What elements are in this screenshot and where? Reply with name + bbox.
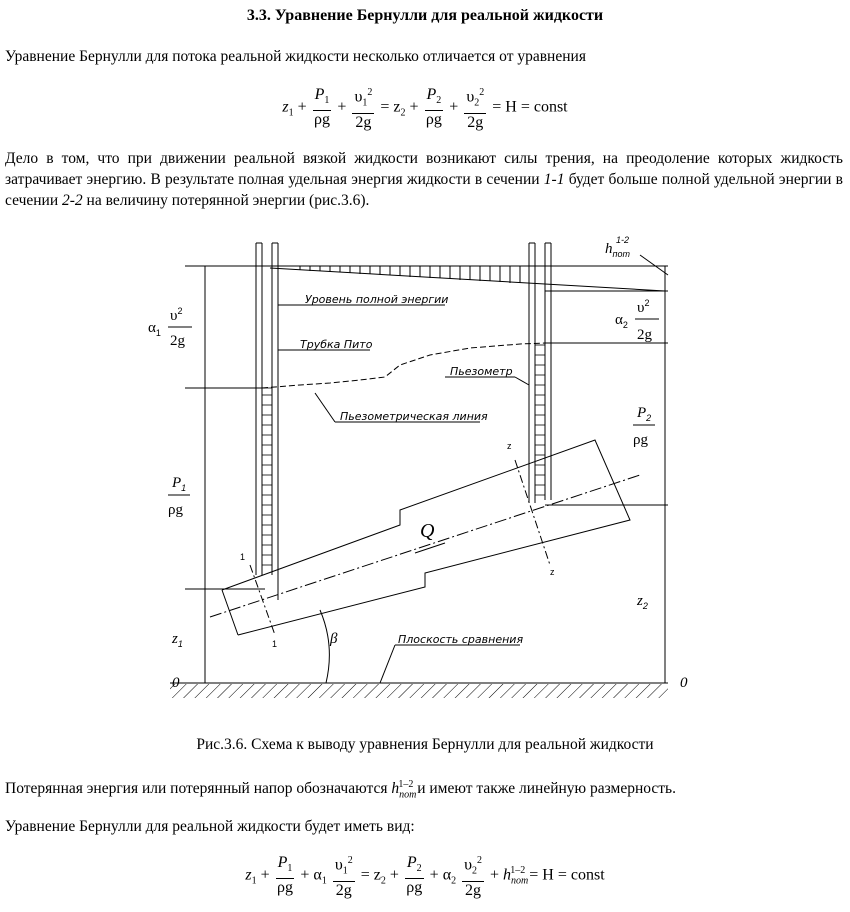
figure-caption: Рис.3.6. Схема к выводу уравнения Бернулли для реальной жидкости [196, 736, 654, 753]
label-section1-top: 1 [240, 552, 246, 562]
label-z1: $z_1$ [172, 631, 183, 649]
formula-ideal: $z_1$ + $\frac{P_1}{\rho g}$ + $\frac{\upsilon_1^2}{2g}$ = $z_2$ + $\frac{P_2}{\rho g}$ + $\frac{\upsilon_2^2}{2g}$ = H = const [0, 84, 850, 132]
label-alpha2: $\alpha_2$ [615, 312, 628, 330]
label-comparison-plane: Плоскость сравнения [398, 633, 524, 646]
label-section2-bottom: z [550, 567, 555, 577]
label-rhog-1: ρg [168, 502, 183, 518]
label-beta: β [330, 631, 338, 647]
label-hpot: $h_{пот}1-2$ [605, 235, 630, 259]
label-piezometer: Пьезометр [450, 365, 513, 378]
label-zero-left: 0 [172, 675, 180, 691]
intro-paragraph: Уравнение Бернулли для потока реальной жидкости несколько отличается от уравнения [5, 48, 586, 65]
label-2g-1: 2g [170, 333, 185, 349]
label-energy-level: Уровень полной энергии [305, 293, 449, 306]
label-rhog-2: ρg [633, 432, 648, 448]
label-piezometric-line: Пьезометрическая линия [340, 410, 488, 423]
label-section1-bottom: 1 [272, 639, 278, 649]
label-p1: $P_1$ [172, 475, 187, 493]
bernoulli-diagram [0, 225, 850, 725]
label-2g-2: 2g [637, 327, 652, 343]
label-zero-right: 0 [680, 675, 688, 691]
label-alpha1: $\alpha_1$ [148, 320, 161, 338]
section-title: 3.3. Уравнение Бернулли для реальной жидкости [246, 7, 604, 24]
label-v2-sq: $\upsilon^2$ [637, 298, 650, 316]
label-pitot-tube: Трубка Пито [300, 338, 373, 351]
lost-energy-paragraph: Потерянная энергия или потерянный напор обозначаются $h_{пот}^{1-2}$ и имеют также линейную размерность. [5, 779, 676, 801]
real-fluid-intro: Уравнение Бернулли для реальной жидкости будет иметь вид: [5, 818, 415, 835]
explanation-paragraph: Дело в том, что при движении реальной вязкой жидкости возникают силы трения, на преодоление которых жидкость затрачивает энергию. В результате полная удельная энергия жидкости в сечении 1-1 будет больше полной удельной энергии в сечении 2-2 на величину потерянной энергии (рис.3.6). [5, 150, 843, 209]
label-v1-sq: $\upsilon^2$ [170, 306, 183, 324]
label-flow-q: Q [420, 520, 435, 542]
label-z2: $z_2$ [637, 593, 648, 611]
label-section2-top: z [507, 441, 512, 451]
label-p2: $P_2$ [637, 405, 652, 423]
formula-real: $z_1$ + $\frac{P_1}{\rho g}$ + $\alpha_1$ $\frac{\upsilon_1^2}{2g}$ = $z_2$ + $\frac{P_2}{\rho g}$ + $\alpha_2$ $\frac{\upsilon_2^2}{2g}$ + $h_{пот}^{1-2} = H$ = const [0, 852, 850, 900]
